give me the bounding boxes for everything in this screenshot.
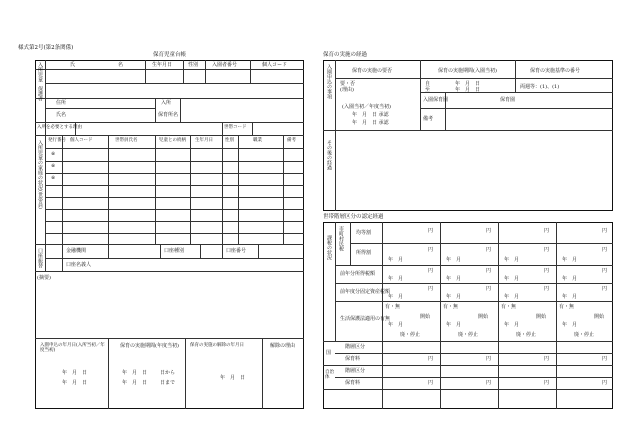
form-text: 円 [486,286,492,292]
form-rule-line [440,222,441,409]
form-text: 発行番号 [48,138,66,143]
form-rule-line [45,173,304,174]
form-rule-line [335,301,613,302]
form-text: 円 [544,380,550,386]
form-text: (入園当初／年度当初) [342,104,391,110]
form-text: 円 [428,228,434,234]
form-rule-line [62,135,63,244]
form-rule-line [323,341,613,342]
form-label: 様式第2号(第2条関係) [18,45,74,51]
form-rule-line [323,389,613,390]
form-rule-line [108,244,109,258]
section-guardian: 保護者 [37,86,43,101]
form-rule-line [35,338,304,339]
form-text: 有・無 [501,304,517,310]
section-family: 入所児童の家庭の状況(世帯員) [37,140,43,209]
form-text: 年 月 [388,276,404,282]
form-text: 年 月 [562,322,578,328]
form-text: 円 [544,286,550,292]
form-text: 廃・停止 [516,332,537,338]
form-rule-line [222,135,223,244]
col-entry-no: 入園者番号 [212,62,238,68]
form-rule-line [35,98,304,99]
form-text: 年 月 [504,294,520,300]
form-rule-line [35,244,304,245]
form-text: 年 月 日 [62,380,88,386]
form-text: 保育の実施の解除の年月日 [190,343,244,348]
form-rule-line [45,209,304,210]
form-text: 廃・停止 [458,332,479,338]
form-text: 所得割 [356,250,372,256]
form-text: 保育の実施期間(年度当初) [120,343,179,349]
form-text: 保育園 [500,97,516,103]
form-text: 有・無 [443,304,459,310]
section-other: その後の経過 [326,140,332,170]
section-fee: 課税の状況 [326,235,332,260]
form-text: 性別 [225,138,234,143]
form-text: 年 月 日 [455,81,481,87]
form-rule-line [323,365,613,366]
form-text: 円 [486,380,492,386]
form-text: 円 [428,268,434,274]
history-title: 保育の実施の経過 [323,52,368,58]
section-child: 入所児童 [37,62,43,82]
form-text: 児童との続柄 [159,138,186,143]
form-rule-line [420,108,613,109]
form-text: 年 月 [388,294,404,300]
form-text: 年 月 日 [122,380,148,386]
form-text: 住所 [56,100,67,106]
form-text: 階層区分 [345,368,366,374]
form-rule-line [62,244,63,271]
form-text: 世帯員氏名 [115,138,138,143]
form-text: 備考 [287,138,296,143]
form-text: 円 [602,380,608,386]
form-text: 円 [486,356,492,362]
form-text: 円 [602,247,608,253]
form-rule-line [335,265,613,266]
form-text: 解除の理由 [270,343,296,349]
col-dob: 生年月日 [152,62,173,68]
form-rule-line [160,244,161,258]
col-personal-code: 個人コード [262,62,288,68]
form-rule-line [180,98,181,122]
form-text: 職業 [253,138,262,143]
form-text: 年 月 [504,322,520,328]
form-text: 廃・停止 [400,332,421,338]
form-text: 氏名 [56,112,67,118]
form-text: 円 [602,286,608,292]
form-rule-line [45,108,155,109]
family-mark: ※ [51,163,56,169]
form-text: 保育の実施期間(入園当初) [438,68,497,74]
form-rule-line [420,92,613,93]
form-text: 年 月 [388,322,404,328]
form-text: 入所 [161,100,172,106]
form-text: 円 [544,356,550,362]
form-text: 個人コード [70,138,93,143]
form-text: 年 月 [504,257,520,263]
form-rule-line [335,222,336,341]
form-text: 年 月 日 [455,87,481,93]
form-rule-line [45,83,304,84]
form-rule-line [335,377,613,378]
form-rule-line [145,60,146,83]
form-text: 円 [602,356,608,362]
form-text: 年 月 日 [122,370,148,376]
form-rule-line [185,338,186,409]
form-text: 円 [544,228,550,234]
form-text: 要・否 [340,81,356,87]
need-reason: 入所を必要とする理由 [37,125,82,130]
form-rule-line [283,135,284,244]
form-text: 円 [544,268,550,274]
form-rule-line [420,60,421,130]
form-text: 円 [428,356,434,362]
form-text: 均等割 [356,230,372,236]
form-text: 開始 [420,314,431,320]
form-rule-line [45,197,304,198]
form-text: 入園申込の年月日(入所当初／年度当初) [40,343,105,353]
form-rule-line [35,271,304,272]
form-rule-line [205,60,206,83]
form-rule-line [262,338,263,409]
form-rule-line [222,244,223,258]
form-text: 保育所名 [158,112,179,118]
form-text: 年 月 [388,257,404,263]
form-text: 円 [602,228,608,234]
form-text: 年 月 [446,257,462,263]
form-rule-line [238,135,239,244]
form-text: 市町村民税 [338,226,344,251]
form-text: 有・無 [385,304,401,310]
form-text: 年 月 日 承認 [352,120,389,126]
form-text: 日から [160,370,176,376]
form-text: 名 [118,62,124,68]
form-rule-line [335,60,336,211]
form-text: 年 月 [446,294,462,300]
form-text: 円 [486,268,492,274]
form-text: 両週等：(1)、(1) [520,84,560,90]
form-rule-line [108,135,109,244]
form-rule-line [45,161,304,162]
form-rule-line [45,258,304,259]
form-text: 備考 [423,116,434,122]
form-text: 年 月 日 承認 [352,112,389,118]
form-rule-line [45,233,304,234]
form-text: 口座種別 [164,248,185,254]
form-rule-line [200,244,201,258]
form-rule-line [250,60,251,83]
form-text: 年 月 [562,276,578,282]
form-text: 前年度分固定資産税額 [340,289,391,295]
form-text: 年 月 [446,322,462,328]
fee-title: 世帯階層区分の認定経過 [323,214,384,220]
form-text: 生活保護法適用の有無 [340,316,391,322]
form-rule-line [556,222,557,409]
form-rule-line [190,135,191,244]
form-text: 開始 [594,314,605,320]
form-text: 入園保育園 [423,97,449,103]
section-bank: 口座振替 [37,248,43,268]
form-text: 保育料 [345,380,361,386]
care-code: 世帯コード [224,125,247,130]
form-text: 保育料 [345,356,361,362]
section-apply: 入園申込の事項 [326,64,332,99]
form-text: 年 月 日 [220,375,246,381]
form-rule-line [335,78,613,79]
form-text: 自 [425,81,431,87]
form-text: 前年分所得税額 [340,271,376,277]
form-text: 口座番号 [226,248,247,254]
form-rule-line [45,185,304,186]
form-text: 口座名義人 [66,262,92,268]
form-rule-line [350,243,613,244]
form-text: 円 [544,247,550,253]
form-rule-line [498,222,499,409]
form-text: 円 [428,247,434,253]
form-rule-line [335,283,613,284]
form-text: 円 [428,286,434,292]
form-text: 年 月 [446,276,462,282]
form-text: 年 月 日 [62,370,88,376]
form-rule-line [155,135,156,244]
form-text: 有・無 [559,304,575,310]
form-rule-line [108,338,109,409]
form-text: 保育の実施の要否 [352,68,393,74]
form-rule-line [323,130,613,131]
form-rule-line [252,122,253,135]
form-text: 金融機関 [66,248,87,254]
left-title: 保育児童台帳 [153,52,187,58]
form-text: 円 [602,268,608,274]
form-text: 円 [486,228,492,234]
form-text: 廃・停止 [574,332,595,338]
form-text: 開始 [536,314,547,320]
form-text: 年 月 [504,276,520,282]
form-text: 至 [425,87,431,93]
form-text: 自治体 [325,370,334,380]
form-text: 生年月日 [195,138,213,143]
form-text: 円 [486,247,492,253]
form-text: 年 月 [562,257,578,263]
form-rule-line [35,69,304,70]
form-rule-line [258,244,259,258]
form-rule-line [45,221,304,222]
remarks-label: (摘要) [37,275,51,281]
form-rule-line [45,148,304,149]
form-text: (理由) [340,87,354,93]
form-text: 氏 [70,62,76,68]
form-rule-line [222,122,223,135]
form-rule-line [35,135,304,136]
form-rule-line [45,60,46,271]
form-rule-line [183,60,184,83]
form-rule-line [515,60,516,92]
form-text: 日まで [160,380,176,386]
family-mark: ※ [51,175,56,181]
form-text: 階層区分 [345,344,366,350]
form-text: 年 月 [562,294,578,300]
form-text: 円 [428,380,434,386]
form-rule-line [335,353,613,354]
form-text: 国 [326,350,332,356]
col-sex: 性別 [188,62,199,68]
form-rule-line [155,98,156,122]
form-text: 開始 [478,314,489,320]
family-mark: ※ [51,151,56,157]
form-text: 保育の実施基準の番号 [530,68,581,74]
